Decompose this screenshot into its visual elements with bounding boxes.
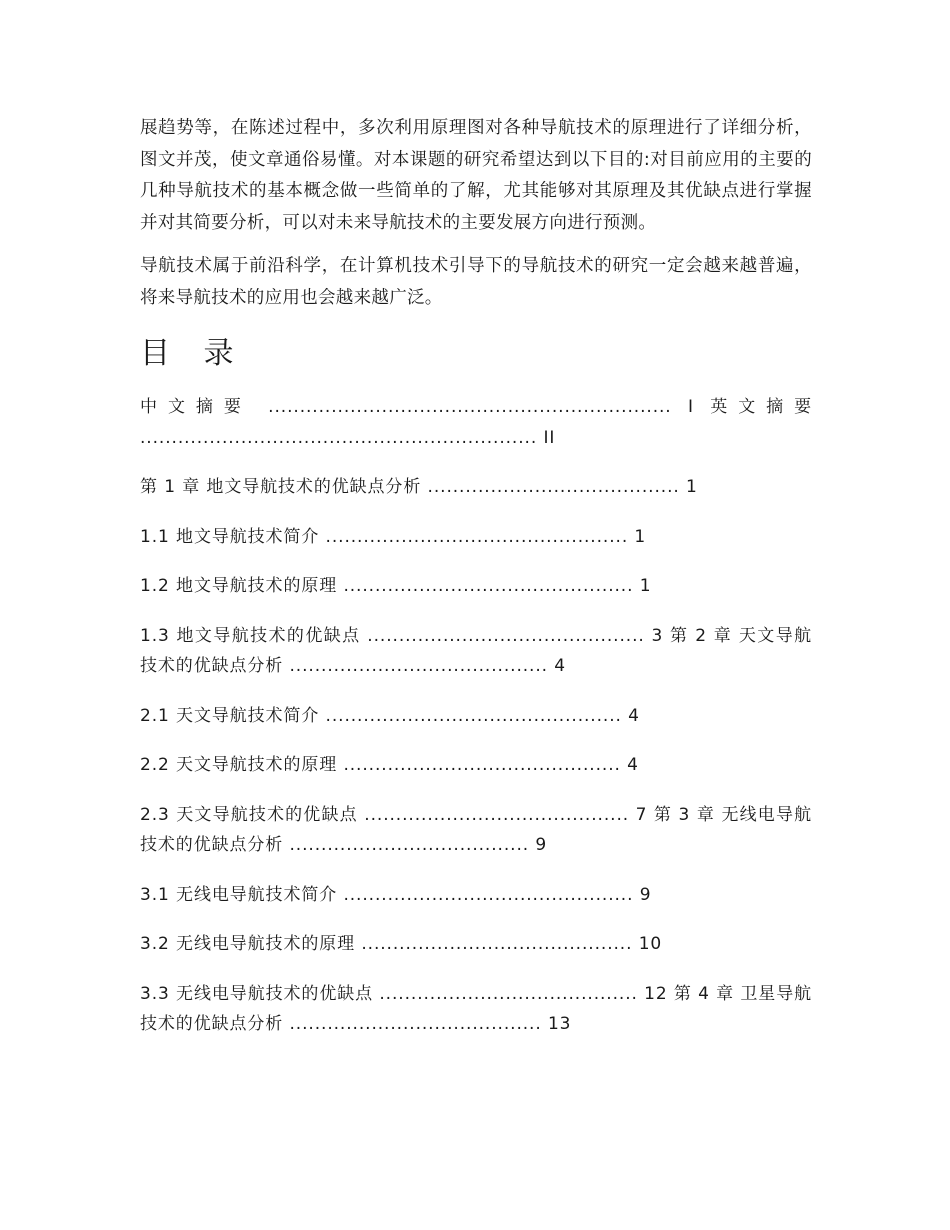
toc-entry-3-3: 3.3 无线电导航技术的优缺点 ......................................... 12 第 4 章 卫星导航技术的优缺点分析 ........................................ 13: [140, 983, 812, 1034]
toc-entry-2-1: 2.1 天文导航技术简介 ............................................... 4: [140, 705, 640, 726]
table-of-contents: [140, 392, 812, 1040]
document-page: [140, 113, 812, 1059]
toc-entry-chapter-1: 第 1 章 地文导航技术的优缺点分析 ........................................ 1: [140, 477, 698, 497]
intro-paragraph-2: 导航技术属于前沿科学，在计算机技术引导下的导航技术的研究一定会越来越普遍，将来导航技术的应用也会越来越广泛。: [140, 256, 812, 308]
toc-title: 目 录: [140, 336, 246, 371]
toc-entry-3-1: 3.1 无线电导航技术简介 .............................................. 9: [140, 884, 652, 905]
toc-entry-1-3: 1.3 地文导航技术的优缺点 ............................................ 3 第 2 章 天文导航技术的优缺点分析 ......................................... 4: [140, 625, 812, 676]
toc-entry-3-2: 3.2 无线电导航技术的原理 ........................................... 10: [140, 934, 663, 954]
toc-entry-2-2: 2.2 天文导航技术的原理 ............................................ 4: [140, 755, 639, 775]
toc-entry-2-3: 2.3 天文导航技术的优缺点 .......................................... 7 第 3 章 无线电导航技术的优缺点分析 ...................................... 9: [140, 804, 812, 855]
intro-paragraph-1: 展趋势等，在陈述过程中，多次利用原理图对各种导航技术的原理进行了详细分析，图文并茂，使文章通俗易懂。对本课题的研究希望达到以下目的:对目前应用的主要的几种导航技术的基本概念做一些简单的了解，尤其能够对其原理及其优缺点进行掌握并对其简要分析，可以对未来导航技术的主要发展方向进行预测。: [140, 118, 812, 233]
toc-entry-1-1: 1.1 地文导航技术简介 ................................................ 1: [140, 526, 647, 547]
toc-entry-1-2: 1.2 地文导航技术的原理 .............................................. 1: [140, 576, 652, 596]
toc-entry-abstracts: 中文摘要 ................................................................ I 英文摘要 ............................................................... II: [140, 397, 812, 448]
